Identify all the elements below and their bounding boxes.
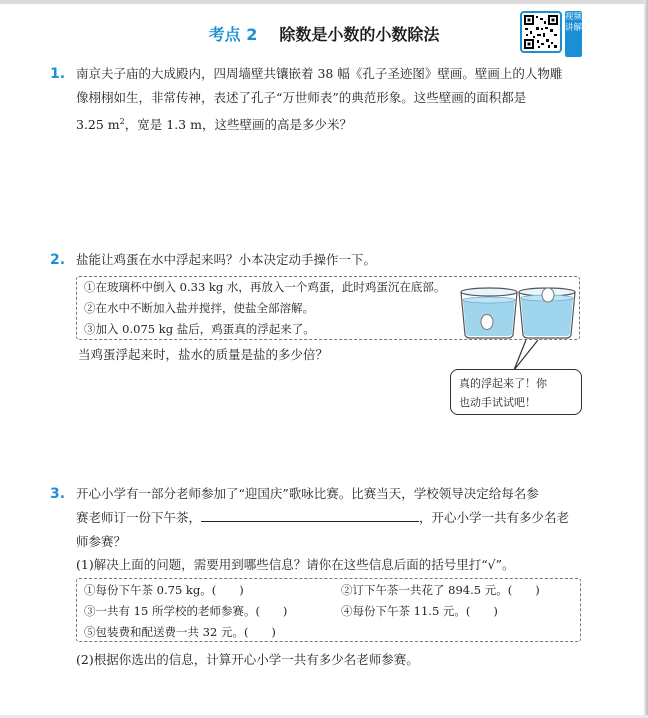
q2-number: 2. [50, 252, 66, 268]
q1-area: 3.25 m [76, 117, 120, 133]
q1-area-sup: 2 [119, 117, 125, 126]
speech-bubble [450, 369, 582, 415]
q3-line2-prefix: 赛老师订一份下午茶， [76, 510, 202, 525]
bubble-line-1: 真的浮起来了！你 [459, 377, 547, 390]
q3-line3: 师参赛？ [76, 534, 127, 549]
qr-code-graphic [524, 15, 558, 49]
page-right-edge [644, 0, 648, 718]
q1-line3-rest: ，宽是 1.3 m，这些壁画的高是多少米？ [124, 117, 352, 133]
page-top-edge [0, 0, 648, 4]
q3-line2-suffix: ，开心小学一共有多少名老 [419, 510, 570, 525]
q3-info-3[interactable]: ③一共有 15 所学校的老师参赛。( ) [84, 604, 288, 618]
q2-step-3: ③加入 0.075 kg 盐后，鸡蛋真的浮起来了。 [84, 322, 315, 336]
glass-right [519, 288, 575, 338]
q2-step-1: ①在玻璃杯中倒入 0.33 kg 水，再放入一个鸡蛋，此时鸡蛋沉在底部。 [84, 280, 446, 294]
q1-line2: 像栩栩如生，非常传神，表述了孔子“万世师表”的典范形象。这些壁画的面积都是 [76, 90, 527, 105]
qr-code-icon[interactable] [520, 11, 562, 53]
q3-line1: 开心小学有一部分老师参加了“迎国庆”歌咏比赛。比赛当天，学校领导决定给每名参 [76, 486, 539, 501]
q3-number: 3. [50, 486, 66, 502]
glass-illustration [456, 280, 580, 376]
q1-number: 1. [50, 66, 66, 82]
q3-line2 [76, 506, 596, 530]
q3-info-2[interactable]: ②订下午茶一共花了 894.5 元。( ) [341, 583, 540, 597]
kaodian-label: 考点 2 [208, 25, 258, 44]
q3-sub1: (1)解决上面的问题，需要用到哪些信息？请你在这些信息后面的括号里打“√”。 [76, 557, 515, 572]
q2-question: 当鸡蛋浮起来时，盐水的质量是盐的多少倍？ [78, 347, 329, 362]
glass-left [461, 288, 517, 338]
q1-line3 [76, 110, 596, 137]
bubble-line-2: 也动手试试吧！ [459, 396, 536, 409]
q2-step-2: ②在水中不断加入盐并搅拌，使盐全部溶解。 [84, 301, 314, 315]
q3-sub2: (2)根据你选出的信息，计算开心小学一共有多少名老师参赛。 [76, 652, 419, 667]
q3-info-1[interactable]: ①每份下午茶 0.75 kg。( ) [84, 583, 244, 597]
q1-text [76, 62, 596, 137]
section-title: 除数是小数的小数除法 [279, 25, 440, 44]
q3-info-5[interactable]: ⑤包装费和配送费一共 32 元。( ) [84, 625, 276, 639]
video-explain-tag[interactable]: 视频讲解 [565, 11, 582, 57]
q1-line1: 南京夫子庙的大成殿内，四周墙壁共镶嵌着 38 幅《孔子圣迹图》壁画。壁画上的人物雕 [76, 66, 563, 81]
q3-fill-blank[interactable] [201, 508, 419, 522]
q3-info-4[interactable]: ④每份下午茶 11.5 元。( ) [341, 604, 498, 618]
q2-stem: 盐能让鸡蛋在水中浮起来吗？小本决定动手操作一下。 [76, 252, 377, 267]
q3-text [76, 482, 596, 554]
bubble-tail [514, 340, 538, 370]
